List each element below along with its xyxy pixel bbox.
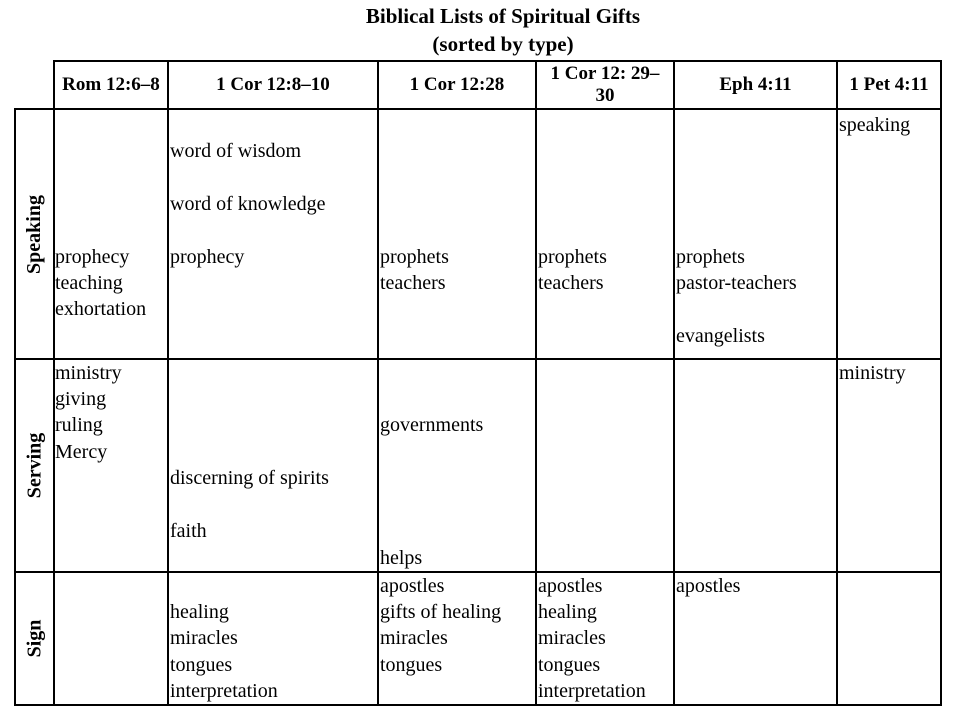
cell-item: prophets	[676, 246, 745, 268]
header-1cor-29-30-line-2: 30	[595, 85, 615, 106]
cell-item: prophets	[538, 246, 607, 268]
grid-line	[673, 60, 675, 706]
cell-item: word of knowledge	[170, 193, 326, 215]
grid-line	[940, 60, 942, 706]
cell-item: helps	[380, 547, 423, 569]
cell-item: apostles	[380, 575, 445, 597]
cell-item: evangelists	[676, 325, 765, 347]
cell-item: Mercy	[55, 441, 108, 463]
cell-item: teachers	[380, 272, 446, 294]
row-label-sign-text: Sign	[23, 619, 45, 658]
cell-item: miracles	[170, 627, 238, 649]
cell-item: tongues	[380, 654, 443, 676]
cell-item: teachers	[538, 272, 604, 294]
row-label-serving	[16, 360, 53, 571]
cell-item: gifts of healing	[380, 601, 502, 623]
cell-item: pastor-teachers	[676, 272, 797, 294]
cell-item: tongues	[538, 654, 601, 676]
row-label-sign	[16, 573, 53, 704]
title-line-2: (sorted by type)	[432, 32, 574, 56]
header-1cor-29-30-line-1: 1 Cor 12: 29–	[550, 63, 660, 84]
header-1cor-8-10: 1 Cor 12:8–10	[216, 74, 330, 95]
header-1cor-28: 1 Cor 12:28	[409, 74, 505, 95]
row-label-speaking-text: Speaking	[23, 194, 45, 274]
header-1pet: 1 Pet 4:11	[849, 74, 929, 95]
cell-item: ministry	[55, 362, 122, 384]
grid-line	[167, 60, 169, 706]
header-rom: Rom 12:6–8	[62, 74, 160, 95]
cell-item: ministry	[839, 362, 906, 384]
cell-item: apostles	[676, 575, 741, 597]
cell-item: prophecy	[170, 246, 245, 268]
row-label-serving-text: Serving	[23, 432, 45, 499]
cell-item: discerning of spirits	[170, 467, 329, 489]
grid-line	[377, 60, 379, 706]
grid-line	[14, 704, 942, 706]
cell-item: teaching	[55, 272, 123, 294]
header-eph: Eph 4:11	[719, 74, 792, 95]
cell-item: miracles	[538, 627, 606, 649]
row-label-speaking	[16, 110, 53, 358]
cell-item: governments	[380, 414, 484, 436]
cell-item: tongues	[170, 654, 233, 676]
cell-item: word of wisdom	[170, 140, 302, 162]
cell-item: faith	[170, 520, 207, 542]
cell-item: interpretation	[538, 680, 646, 702]
cell-item: speaking	[839, 114, 911, 136]
grid-line	[14, 358, 942, 360]
header-1cor-29-30	[537, 62, 673, 108]
cell-item: giving	[55, 388, 107, 410]
cell-item: prophets	[380, 246, 449, 268]
page-title	[0, 2, 960, 58]
cell-item: ruling	[55, 414, 103, 436]
cell-item: apostles	[538, 575, 603, 597]
cell-item: healing	[170, 601, 229, 623]
cell-item: prophecy	[55, 246, 130, 268]
grid-line	[14, 571, 942, 573]
title-line-1: Biblical Lists of Spiritual Gifts	[365, 4, 641, 28]
cell-item: healing	[538, 601, 597, 623]
cell-item: exhortation	[55, 298, 147, 320]
cell-item: interpretation	[170, 680, 278, 702]
grid-line	[14, 108, 942, 110]
grid-line	[836, 60, 838, 706]
cell-item: miracles	[380, 627, 448, 649]
grid-line	[535, 60, 537, 706]
